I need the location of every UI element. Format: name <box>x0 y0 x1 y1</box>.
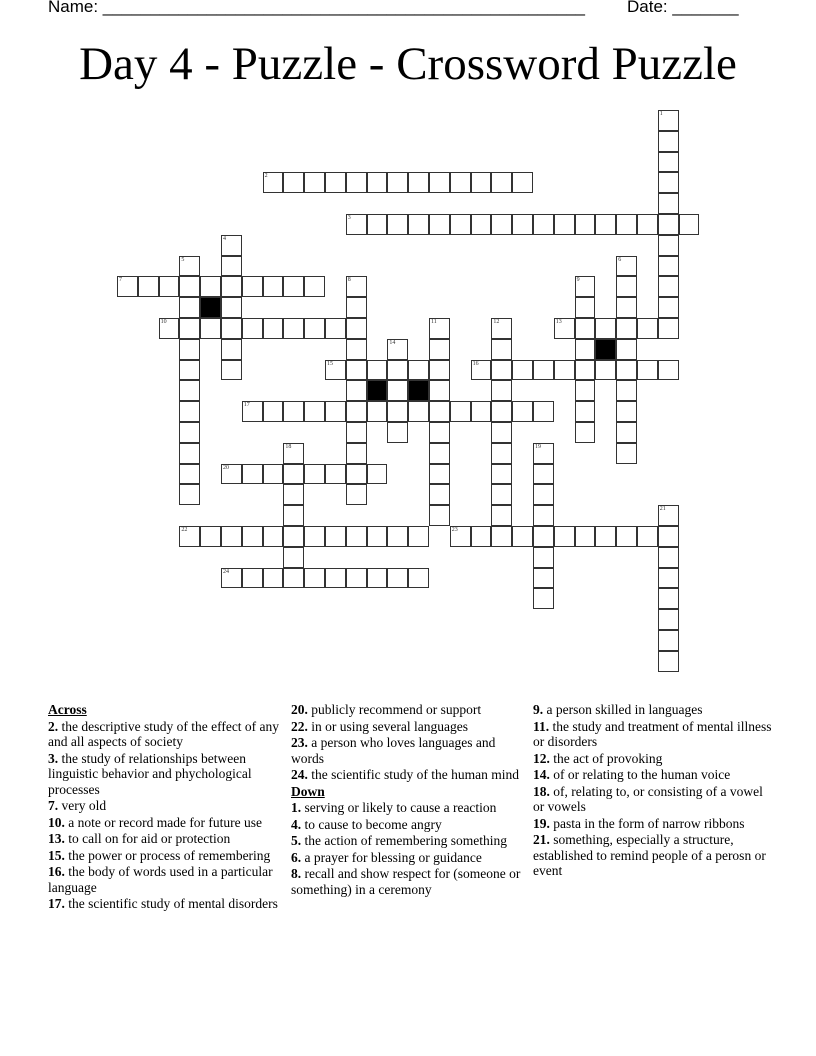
clue-number: 23 <box>451 527 458 533</box>
grid-cell[interactable] <box>637 360 658 381</box>
grid-cell[interactable] <box>304 401 325 422</box>
grid-cell[interactable] <box>429 401 450 422</box>
grid-cell[interactable] <box>471 172 492 193</box>
grid-cell[interactable] <box>367 214 388 235</box>
clue-number: 14 <box>389 339 396 346</box>
grid-cell[interactable] <box>429 318 450 339</box>
grid-cell[interactable] <box>325 360 346 381</box>
clues-column-3 <box>533 702 773 880</box>
date-field[interactable]: Date: _______ <box>627 0 739 16</box>
grid-cell[interactable] <box>283 484 304 505</box>
grid-cell[interactable] <box>575 339 596 360</box>
clue-number: 17 <box>243 402 250 409</box>
grid-cell[interactable] <box>491 360 512 381</box>
grid-cell[interactable] <box>595 526 616 547</box>
grid-cell[interactable] <box>221 256 242 277</box>
clue-number: 1 <box>659 111 663 117</box>
grid-cell[interactable] <box>491 401 512 422</box>
grid-cell[interactable] <box>346 484 367 505</box>
grid-cell[interactable] <box>346 380 367 401</box>
grid-cell[interactable] <box>575 380 596 401</box>
grid-cell[interactable] <box>179 360 200 381</box>
grid-cell[interactable] <box>512 401 533 422</box>
grid-cell[interactable] <box>283 172 304 193</box>
grid-cell[interactable] <box>616 276 637 297</box>
grid-cell[interactable] <box>221 297 242 318</box>
grid-cell[interactable] <box>658 110 679 131</box>
grid-cell[interactable] <box>346 297 367 318</box>
grid-cell[interactable] <box>304 276 325 297</box>
grid-cell[interactable] <box>283 547 304 568</box>
grid-cell[interactable] <box>575 422 596 443</box>
grid-cell[interactable] <box>304 526 325 547</box>
grid-cell[interactable] <box>304 172 325 193</box>
clue-number: 18 <box>285 443 292 450</box>
grid-cell[interactable] <box>533 526 554 547</box>
grid-cell[interactable] <box>595 318 616 339</box>
grid-cell[interactable] <box>679 214 700 235</box>
grid-cell[interactable] <box>533 214 554 235</box>
clue-number: 3 <box>347 215 351 221</box>
clue-across-23: 23. a person who loves languages and words <box>291 735 496 766</box>
grid-cell[interactable] <box>367 464 388 485</box>
clues-column-1 <box>48 702 283 913</box>
grid-cell[interactable] <box>367 568 388 589</box>
grid-cell[interactable] <box>575 360 596 381</box>
grid-cell[interactable] <box>263 568 284 589</box>
grid-cell[interactable] <box>471 401 492 422</box>
grid-cell[interactable] <box>616 422 637 443</box>
grid-cell[interactable] <box>658 318 679 339</box>
grid-cell[interactable] <box>575 526 596 547</box>
grid-cell[interactable] <box>408 214 429 235</box>
grid-cell[interactable] <box>429 172 450 193</box>
grid-cell[interactable] <box>179 443 200 464</box>
grid-cell[interactable] <box>387 526 408 547</box>
grid-cell[interactable] <box>491 339 512 360</box>
grid-cell[interactable] <box>554 214 575 235</box>
grid-cell[interactable] <box>304 318 325 339</box>
grid-cell[interactable] <box>429 464 450 485</box>
grid-cell[interactable] <box>533 401 554 422</box>
clue-down-19: 19. pasta in the form of narrow ribbons <box>533 815 745 831</box>
grid-cell[interactable] <box>387 360 408 381</box>
grid-cell[interactable] <box>387 339 408 360</box>
grid-cell[interactable] <box>179 256 200 277</box>
grid-cell[interactable] <box>533 547 554 568</box>
grid-cell[interactable] <box>658 235 679 256</box>
grid-cell[interactable] <box>346 339 367 360</box>
clue-number: 20 <box>223 464 229 471</box>
grid-cell[interactable] <box>263 172 284 193</box>
clue-number: 8 <box>347 277 351 284</box>
clue-number: 10 <box>160 319 167 325</box>
grid-cell[interactable] <box>179 380 200 401</box>
black-cell <box>595 339 616 360</box>
grid-cell[interactable] <box>179 422 200 443</box>
clue-across-22: 22. in or using several languages <box>291 718 468 734</box>
down-heading: Down <box>291 783 325 799</box>
clue-across-10: 10. a note or record made for future use <box>48 814 263 830</box>
grid-cell[interactable] <box>283 505 304 526</box>
grid-cell[interactable] <box>491 526 512 547</box>
clue-number: 13 <box>555 319 562 325</box>
grid-cell[interactable] <box>658 568 679 589</box>
grid-cell[interactable] <box>242 318 263 339</box>
clue-number: 2 <box>264 173 268 180</box>
grid-cell[interactable] <box>408 568 429 589</box>
grid-cell[interactable] <box>491 172 512 193</box>
grid-cell[interactable] <box>283 443 304 464</box>
clue-number: 12 <box>493 319 500 325</box>
grid-cell[interactable] <box>429 339 450 360</box>
grid-cell[interactable] <box>491 380 512 401</box>
clue-number: 22 <box>181 527 188 533</box>
grid-cell[interactable] <box>512 360 533 381</box>
grid-cell[interactable] <box>387 380 408 401</box>
grid-cell[interactable] <box>658 172 679 193</box>
clue-number: 7 <box>119 277 122 284</box>
grid-cell[interactable] <box>242 401 263 422</box>
grid-cell[interactable] <box>221 235 242 256</box>
grid-cell[interactable] <box>283 401 304 422</box>
clue-down-12: 12. the act of provoking <box>533 750 663 766</box>
grid-cell[interactable] <box>179 318 200 339</box>
clue-number: 6 <box>618 256 622 263</box>
grid-cell[interactable] <box>387 422 408 443</box>
grid-cell[interactable] <box>221 318 242 339</box>
clue-number: 5 <box>181 256 185 263</box>
clue-number: 21 <box>659 506 666 513</box>
clue-number: 15 <box>327 360 333 367</box>
grid-cell[interactable] <box>346 464 367 485</box>
grid-cell[interactable] <box>304 568 325 589</box>
grid-cell[interactable] <box>283 568 304 589</box>
clue-number: 11 <box>431 319 437 325</box>
grid-cell[interactable] <box>491 464 512 485</box>
grid-cell[interactable] <box>346 443 367 464</box>
name-field[interactable]: Name: ___________________________________________________ <box>48 0 585 16</box>
clue-number: 4 <box>223 235 226 242</box>
clues-column-2 <box>291 702 526 898</box>
grid-cell[interactable] <box>179 297 200 318</box>
grid-cell[interactable] <box>346 172 367 193</box>
grid-cell[interactable] <box>616 318 637 339</box>
grid-cell[interactable] <box>221 360 242 381</box>
grid-cell[interactable] <box>387 568 408 589</box>
clue-across-2: 2. the descriptive study of the effect of any and all aspects of society <box>48 718 280 749</box>
grid-cell[interactable] <box>471 214 492 235</box>
grid-cell[interactable] <box>387 401 408 422</box>
grid-cell[interactable] <box>138 276 159 297</box>
grid-cell[interactable] <box>616 443 637 464</box>
clue-across-7: 7. very old <box>48 798 107 813</box>
grid-cell[interactable] <box>491 214 512 235</box>
clue-across-24: 24. the scientific study of the human mind <box>291 767 519 782</box>
grid-cell[interactable] <box>658 276 679 297</box>
grid-cell[interactable] <box>616 297 637 318</box>
grid-cell[interactable] <box>575 401 596 422</box>
grid-cell[interactable] <box>658 547 679 568</box>
grid-cell[interactable] <box>242 568 263 589</box>
grid-cell[interactable] <box>242 276 263 297</box>
grid-cell[interactable] <box>325 526 346 547</box>
grid-cell[interactable] <box>429 360 450 381</box>
grid-cell[interactable] <box>533 464 554 485</box>
black-cell <box>408 380 429 401</box>
grid-cell[interactable] <box>616 214 637 235</box>
clue-across-16: 16. the body of words used in a particular language <box>48 864 273 895</box>
grid-cell[interactable] <box>346 318 367 339</box>
grid-cell[interactable] <box>304 464 325 485</box>
grid-cell[interactable] <box>554 318 575 339</box>
clue-down-6: 6. a prayer for blessing or guidance <box>291 849 482 865</box>
clue-across-20: 20. publicly recommend or support <box>291 702 482 717</box>
grid-cell[interactable] <box>408 526 429 547</box>
grid-cell[interactable] <box>658 588 679 609</box>
grid-cell[interactable] <box>346 360 367 381</box>
grid-cell[interactable] <box>325 568 346 589</box>
grid-cell[interactable] <box>533 505 554 526</box>
grid-cell[interactable] <box>242 526 263 547</box>
grid-cell[interactable] <box>283 526 304 547</box>
grid-cell[interactable] <box>616 401 637 422</box>
clue-number: 9 <box>576 277 580 284</box>
grid-cell[interactable] <box>367 172 388 193</box>
grid-cell[interactable] <box>575 297 596 318</box>
grid-cell[interactable] <box>658 152 679 173</box>
grid-cell[interactable] <box>616 526 637 547</box>
grid-cell[interactable] <box>200 276 221 297</box>
grid-cell[interactable] <box>346 526 367 547</box>
grid-cell[interactable] <box>491 484 512 505</box>
clue-down-5: 5. the action of remembering something <box>291 833 507 848</box>
grid-cell[interactable] <box>658 526 679 547</box>
grid-cell[interactable] <box>429 422 450 443</box>
grid-cell[interactable] <box>325 172 346 193</box>
grid-cell[interactable] <box>512 214 533 235</box>
grid-cell[interactable] <box>179 401 200 422</box>
clue-number: 24 <box>223 568 229 575</box>
grid-cell[interactable] <box>575 276 596 297</box>
grid-cell[interactable] <box>221 464 242 485</box>
grid-cell[interactable] <box>491 422 512 443</box>
grid-cell[interactable] <box>325 318 346 339</box>
clue-down-1: 1. serving or likely to cause a reaction <box>291 800 497 815</box>
grid-cell[interactable] <box>346 276 367 297</box>
grid-cell[interactable] <box>637 318 658 339</box>
grid-cell[interactable] <box>179 526 200 547</box>
grid-cell[interactable] <box>179 339 200 360</box>
grid-cell[interactable] <box>242 464 263 485</box>
grid-cell[interactable] <box>429 380 450 401</box>
grid-cell[interactable] <box>658 214 679 235</box>
grid-cell[interactable] <box>263 401 284 422</box>
grid-cell[interactable] <box>179 484 200 505</box>
grid-cell[interactable] <box>221 339 242 360</box>
clue-across-17: 17. the scientific study of mental disorders <box>48 896 278 911</box>
grid-cell[interactable] <box>658 360 679 381</box>
grid-cell[interactable] <box>325 464 346 485</box>
grid-cell[interactable] <box>658 131 679 152</box>
grid-cell[interactable] <box>429 484 450 505</box>
grid-cell[interactable] <box>491 443 512 464</box>
grid-cell[interactable] <box>450 401 471 422</box>
grid-cell[interactable] <box>263 526 284 547</box>
grid-cell[interactable] <box>408 401 429 422</box>
grid-cell[interactable] <box>616 360 637 381</box>
grid-cell[interactable] <box>408 172 429 193</box>
grid-cell[interactable] <box>595 360 616 381</box>
grid-cell[interactable] <box>283 276 304 297</box>
clue-number: 19 <box>535 443 541 450</box>
grid-cell[interactable] <box>616 380 637 401</box>
grid-cell[interactable] <box>471 526 492 547</box>
grid-cell[interactable] <box>658 256 679 277</box>
grid-cell[interactable] <box>658 505 679 526</box>
page-title: Day 4 - Puzzle - Crossword Puzzle <box>79 38 737 90</box>
clue-across-13: 13. to call on for aid or protection <box>48 831 231 846</box>
grid-cell[interactable] <box>658 651 679 672</box>
grid-cell[interactable] <box>450 526 471 547</box>
grid-cell[interactable] <box>346 401 367 422</box>
grid-cell[interactable] <box>658 609 679 630</box>
grid-cell[interactable] <box>554 360 575 381</box>
grid-cell[interactable] <box>346 214 367 235</box>
grid-cell[interactable] <box>263 464 284 485</box>
grid-cell[interactable] <box>179 276 200 297</box>
grid-cell[interactable] <box>263 276 284 297</box>
grid-cell[interactable] <box>325 401 346 422</box>
grid-cell[interactable] <box>221 526 242 547</box>
grid-cell[interactable] <box>533 443 554 464</box>
grid-cell[interactable] <box>575 214 596 235</box>
grid-cell[interactable] <box>512 172 533 193</box>
grid-cell[interactable] <box>429 505 450 526</box>
grid-cell[interactable] <box>491 318 512 339</box>
clue-down-8: 8. recall and show respect for (someone or something) in a ceremony <box>291 866 521 897</box>
grid-cell[interactable] <box>200 526 221 547</box>
grid-cell[interactable] <box>533 568 554 589</box>
grid-cell[interactable] <box>117 276 138 297</box>
grid-cell[interactable] <box>471 360 492 381</box>
grid-cell[interactable] <box>658 193 679 214</box>
clue-down-18: 18. of, relating to, or consisting of a vowel or vowels <box>533 783 763 814</box>
grid-cell[interactable] <box>575 318 596 339</box>
grid-cell[interactable] <box>554 526 575 547</box>
grid-cell[interactable] <box>387 172 408 193</box>
clue-down-4: 4. to cause to become angry <box>291 816 442 832</box>
grid-cell[interactable] <box>367 401 388 422</box>
grid-cell[interactable] <box>533 484 554 505</box>
grid-cell[interactable] <box>346 568 367 589</box>
black-cell <box>367 380 388 401</box>
grid-cell[interactable] <box>221 276 242 297</box>
grid-cell[interactable] <box>450 172 471 193</box>
grid-cell[interactable] <box>408 360 429 381</box>
grid-cell[interactable] <box>367 526 388 547</box>
grid-cell[interactable] <box>450 214 471 235</box>
grid-cell[interactable] <box>200 318 221 339</box>
grid-cell[interactable] <box>283 318 304 339</box>
clue-down-11: 11. the study and treatment of mental illness or disorders <box>533 718 772 749</box>
grid-cell[interactable] <box>429 443 450 464</box>
clue-down-14: 14. of or relating to the human voice <box>533 767 731 782</box>
grid-cell[interactable] <box>616 339 637 360</box>
grid-cell[interactable] <box>658 630 679 651</box>
grid-cell[interactable] <box>429 214 450 235</box>
grid-cell[interactable] <box>637 214 658 235</box>
grid-cell[interactable] <box>533 360 554 381</box>
clue-down-9: 9. a person skilled in languages <box>533 702 703 717</box>
grid-cell[interactable] <box>616 256 637 277</box>
clue-across-15: 15. the power or process of remembering <box>48 847 271 863</box>
clue-down-21: 21. something, especially a structure, established to remind people of a perosn or event <box>533 832 766 878</box>
grid-cell[interactable] <box>263 318 284 339</box>
grid-cell[interactable] <box>491 505 512 526</box>
grid-cell[interactable] <box>346 422 367 443</box>
grid-cell[interactable] <box>221 568 242 589</box>
grid-cell[interactable] <box>595 214 616 235</box>
grid-cell[interactable] <box>512 526 533 547</box>
grid-cell[interactable] <box>159 276 180 297</box>
grid-cell[interactable] <box>637 526 658 547</box>
grid-cell[interactable] <box>159 318 180 339</box>
grid-cell[interactable] <box>367 360 388 381</box>
grid-cell[interactable] <box>283 464 304 485</box>
across-heading: Across <box>48 702 87 717</box>
grid-cell[interactable] <box>658 297 679 318</box>
clue-number: 16 <box>472 360 479 367</box>
clue-across-3: 3. the study of relationships between linguistic behavior and phychological processes <box>48 750 252 797</box>
black-cell <box>200 297 221 318</box>
grid-cell[interactable] <box>179 464 200 485</box>
grid-cell[interactable] <box>387 214 408 235</box>
grid-cell[interactable] <box>533 588 554 609</box>
